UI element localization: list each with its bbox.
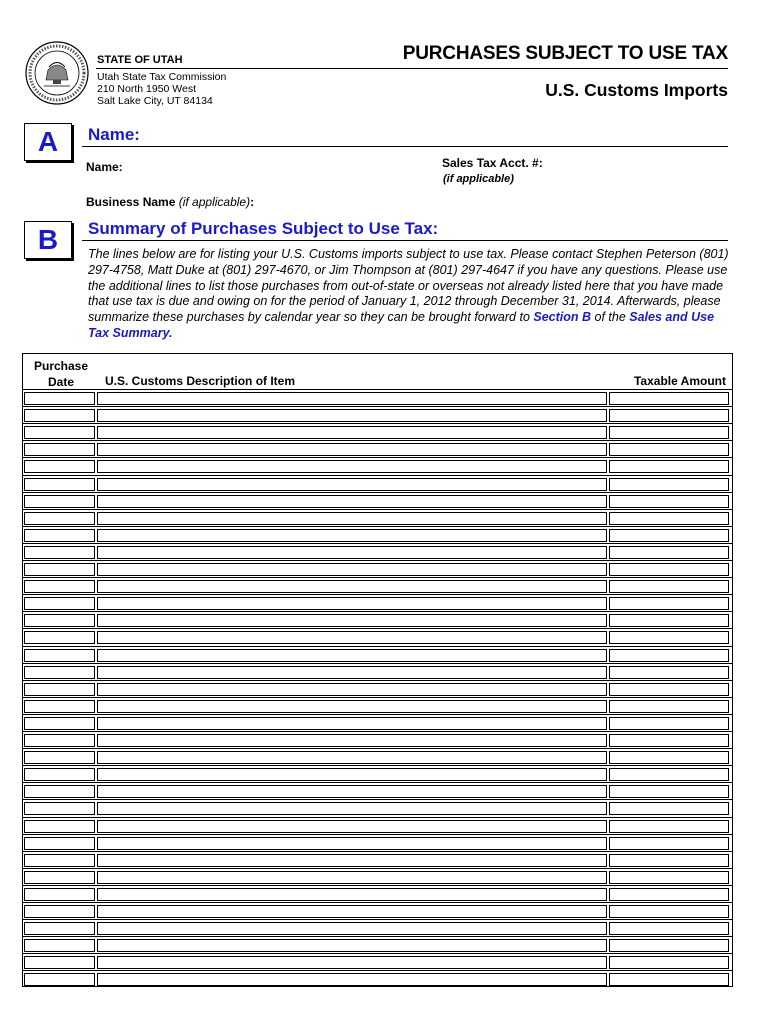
address-line1: 210 North 1950 West (97, 83, 197, 95)
taxable-amount-cell[interactable] (609, 871, 729, 884)
taxable-amount-cell[interactable] (609, 837, 729, 850)
description-cell[interactable] (97, 717, 607, 730)
purchase-date-cell[interactable] (24, 973, 95, 986)
table-row (23, 406, 732, 424)
agency-state: STATE OF UTAH (97, 54, 183, 66)
taxable-amount-cell[interactable] (609, 426, 729, 439)
table-row (23, 526, 732, 544)
table-row (23, 389, 732, 407)
table-row (23, 731, 732, 749)
table-row (23, 663, 732, 681)
table-row (23, 492, 732, 510)
purchase-date-cell[interactable] (24, 409, 95, 422)
description-cell[interactable] (97, 785, 607, 798)
description-cell[interactable] (97, 580, 607, 593)
taxable-amount-cell[interactable] (609, 460, 729, 473)
taxable-amount-cell[interactable] (609, 512, 729, 525)
description-cell[interactable] (97, 700, 607, 713)
taxable-amount-cell[interactable] (609, 666, 729, 679)
description-cell[interactable] (97, 854, 607, 867)
utah-state-seal-icon (24, 40, 90, 106)
purchase-date-cell[interactable] (24, 956, 95, 969)
description-cell[interactable] (97, 734, 607, 747)
business-name-field[interactable] (280, 193, 728, 211)
sales-tax-acct-field[interactable] (558, 154, 728, 172)
col-header-date-line2: Date (47, 375, 74, 389)
table-row (23, 953, 732, 971)
table-row (23, 970, 732, 988)
section-b-heading: Summary of Purchases Subject to Use Tax: (88, 219, 439, 238)
purchase-date-cell[interactable] (24, 785, 95, 798)
table-row (23, 834, 732, 852)
description-cell[interactable] (97, 751, 607, 764)
intro-text: The lines below are for listing your U.S. Customs imports subject to use tax. Please contact Stephen Peterson (801) 297-4758, Matt Duke at (801) 297-4670, or Jim Thompson at (801) 297-4647 if you have any questions. Please use the additional lines to list those purchases from out-of-state or overseas not already listed here that you have made that use tax is due and owing on for the period of January 1, 2012 through December 31, 2014. Afterwards, please summarize these purchases by calendar year so they can be brought forward to (88, 247, 729, 325)
purchase-date-cell[interactable] (24, 751, 95, 764)
sales-use-tax-summary-link[interactable]: Sales and Use Tax Summary. (88, 310, 715, 340)
table-row (23, 423, 732, 441)
taxable-amount-cell[interactable] (609, 700, 729, 713)
table-row (23, 765, 732, 783)
description-cell[interactable] (97, 392, 607, 405)
description-cell[interactable] (97, 871, 607, 884)
table-row (23, 817, 732, 835)
table-row (23, 868, 732, 886)
taxable-amount-cell[interactable] (609, 717, 729, 730)
table-row (23, 680, 732, 698)
purchase-date-cell[interactable] (24, 580, 95, 593)
table-row (23, 475, 732, 493)
table-row (23, 919, 732, 937)
business-name-colon: : (250, 195, 255, 209)
description-cell[interactable] (97, 597, 607, 610)
form-subtitle: U.S. Customs Imports (545, 80, 728, 100)
description-cell[interactable] (97, 888, 607, 901)
description-cell[interactable] (97, 529, 607, 542)
col-header-taxable-amount: Taxable Amount (633, 374, 726, 388)
table-row (23, 714, 732, 732)
purchase-date-cell[interactable] (24, 426, 95, 439)
table-row (23, 851, 732, 869)
business-name-note: (if applicable) (178, 195, 251, 209)
section-b-divider (82, 240, 728, 241)
sales-tax-acct-label: Sales Tax Acct. #: (442, 156, 543, 170)
table-row (23, 646, 732, 664)
address-line2: Salt Lake City, UT 84134 (97, 95, 213, 107)
taxable-amount-cell[interactable] (609, 820, 729, 833)
taxable-amount-cell[interactable] (609, 529, 729, 542)
taxable-amount-cell[interactable] (609, 888, 729, 901)
table-row (23, 611, 732, 629)
taxable-amount-cell[interactable] (609, 580, 729, 593)
purchase-date-cell[interactable] (24, 700, 95, 713)
taxable-amount-cell[interactable] (609, 956, 729, 969)
table-row (23, 902, 732, 920)
table-row (23, 885, 732, 903)
purchase-date-cell[interactable] (24, 495, 95, 508)
table-row (23, 577, 732, 595)
taxable-amount-cell[interactable] (609, 802, 729, 815)
table-row (23, 628, 732, 646)
purchase-date-cell[interactable] (24, 614, 95, 627)
name-field[interactable] (130, 156, 430, 174)
purchase-date-cell[interactable] (24, 837, 95, 850)
table-row (23, 543, 732, 561)
description-cell[interactable] (97, 478, 607, 491)
taxable-amount-cell[interactable] (609, 392, 729, 405)
intro-mid-text: of the (591, 310, 630, 325)
agency-name: Utah State Tax Commission (97, 71, 227, 83)
taxable-amount-cell[interactable] (609, 443, 729, 456)
taxable-amount-cell[interactable] (609, 409, 729, 422)
description-cell[interactable] (97, 905, 607, 918)
purchase-date-cell[interactable] (24, 392, 95, 405)
table-row (23, 799, 732, 817)
taxable-amount-cell[interactable] (609, 973, 729, 986)
section-b-instructions (88, 247, 733, 342)
purchase-date-cell[interactable] (24, 529, 95, 542)
taxable-amount-cell[interactable] (609, 563, 729, 576)
taxable-amount-cell[interactable] (609, 597, 729, 610)
description-cell[interactable] (97, 973, 607, 986)
col-header-description: U.S. Customs Description of Item (105, 374, 296, 388)
description-cell[interactable] (97, 768, 607, 781)
description-cell[interactable] (97, 922, 607, 935)
section-a-marker: A (24, 123, 72, 161)
description-cell[interactable] (97, 512, 607, 525)
taxable-amount-cell[interactable] (609, 631, 729, 644)
purchase-date-cell[interactable] (24, 563, 95, 576)
description-cell[interactable] (97, 649, 607, 662)
purchase-date-cell[interactable] (24, 734, 95, 747)
purchase-date-cell[interactable] (24, 768, 95, 781)
taxable-amount-cell[interactable] (609, 614, 729, 627)
business-name-label-group (86, 195, 254, 209)
table-row (23, 457, 732, 475)
description-cell[interactable] (97, 426, 607, 439)
purchase-date-cell[interactable] (24, 820, 95, 833)
description-cell[interactable] (97, 546, 607, 559)
taxable-amount-cell[interactable] (609, 734, 729, 747)
description-cell[interactable] (97, 495, 607, 508)
table-row (23, 697, 732, 715)
col-header-purchase-date (31, 358, 91, 390)
description-cell[interactable] (97, 460, 607, 473)
purchase-date-cell[interactable] (24, 649, 95, 662)
sales-tax-acct-note: (if applicable) (443, 173, 514, 185)
description-cell[interactable] (97, 683, 607, 696)
description-cell[interactable] (97, 631, 607, 644)
taxable-amount-cell[interactable] (609, 546, 729, 559)
purchase-date-cell[interactable] (24, 939, 95, 952)
taxable-amount-cell[interactable] (609, 854, 729, 867)
description-cell[interactable] (97, 837, 607, 850)
taxable-amount-cell[interactable] (609, 785, 729, 798)
description-cell[interactable] (97, 666, 607, 679)
taxable-amount-cell[interactable] (609, 768, 729, 781)
description-cell[interactable] (97, 956, 607, 969)
purchase-date-cell[interactable] (24, 854, 95, 867)
purchase-date-cell[interactable] (24, 597, 95, 610)
name-label: Name: (86, 160, 123, 174)
taxable-amount-cell[interactable] (609, 922, 729, 935)
section-b-link[interactable]: Section B (533, 310, 592, 325)
purchase-date-cell[interactable] (24, 905, 95, 918)
purchase-date-cell[interactable] (24, 512, 95, 525)
form-title: PURCHASES SUBJECT TO USE TAX (402, 43, 728, 64)
description-cell[interactable] (97, 802, 607, 815)
description-cell[interactable] (97, 443, 607, 456)
purchase-date-cell[interactable] (24, 443, 95, 456)
purchase-date-cell[interactable] (24, 683, 95, 696)
business-name-label: Business Name (86, 195, 176, 209)
purchase-date-cell[interactable] (24, 631, 95, 644)
taxable-amount-cell[interactable] (609, 939, 729, 952)
taxable-amount-cell[interactable] (609, 478, 729, 491)
purchase-date-cell[interactable] (24, 802, 95, 815)
table-row (23, 440, 732, 458)
table-row (23, 936, 732, 954)
section-a-divider (82, 146, 728, 147)
description-cell[interactable] (97, 563, 607, 576)
table-row (23, 509, 732, 527)
table-row (23, 594, 732, 612)
taxable-amount-cell[interactable] (609, 495, 729, 508)
purchase-date-cell[interactable] (24, 460, 95, 473)
description-cell[interactable] (97, 614, 607, 627)
purchase-date-cell[interactable] (24, 666, 95, 679)
taxable-amount-cell[interactable] (609, 751, 729, 764)
description-cell[interactable] (97, 820, 607, 833)
col-header-date-line1: Purchase (33, 359, 89, 373)
taxable-amount-cell[interactable] (609, 905, 729, 918)
table-row (23, 748, 732, 766)
table-row (23, 560, 732, 578)
purchases-table (22, 353, 733, 987)
purchase-date-cell[interactable] (24, 478, 95, 491)
purchase-date-cell[interactable] (24, 717, 95, 730)
purchase-date-cell[interactable] (24, 922, 95, 935)
section-b-marker: B (24, 221, 72, 259)
purchase-date-cell[interactable] (24, 871, 95, 884)
taxable-amount-cell[interactable] (609, 649, 729, 662)
description-cell[interactable] (97, 939, 607, 952)
header-divider (96, 68, 728, 69)
description-cell[interactable] (97, 409, 607, 422)
taxable-amount-cell[interactable] (609, 683, 729, 696)
purchase-date-cell[interactable] (24, 888, 95, 901)
section-a-heading: Name: (88, 125, 140, 144)
table-row (23, 782, 732, 800)
purchase-date-cell[interactable] (24, 546, 95, 559)
